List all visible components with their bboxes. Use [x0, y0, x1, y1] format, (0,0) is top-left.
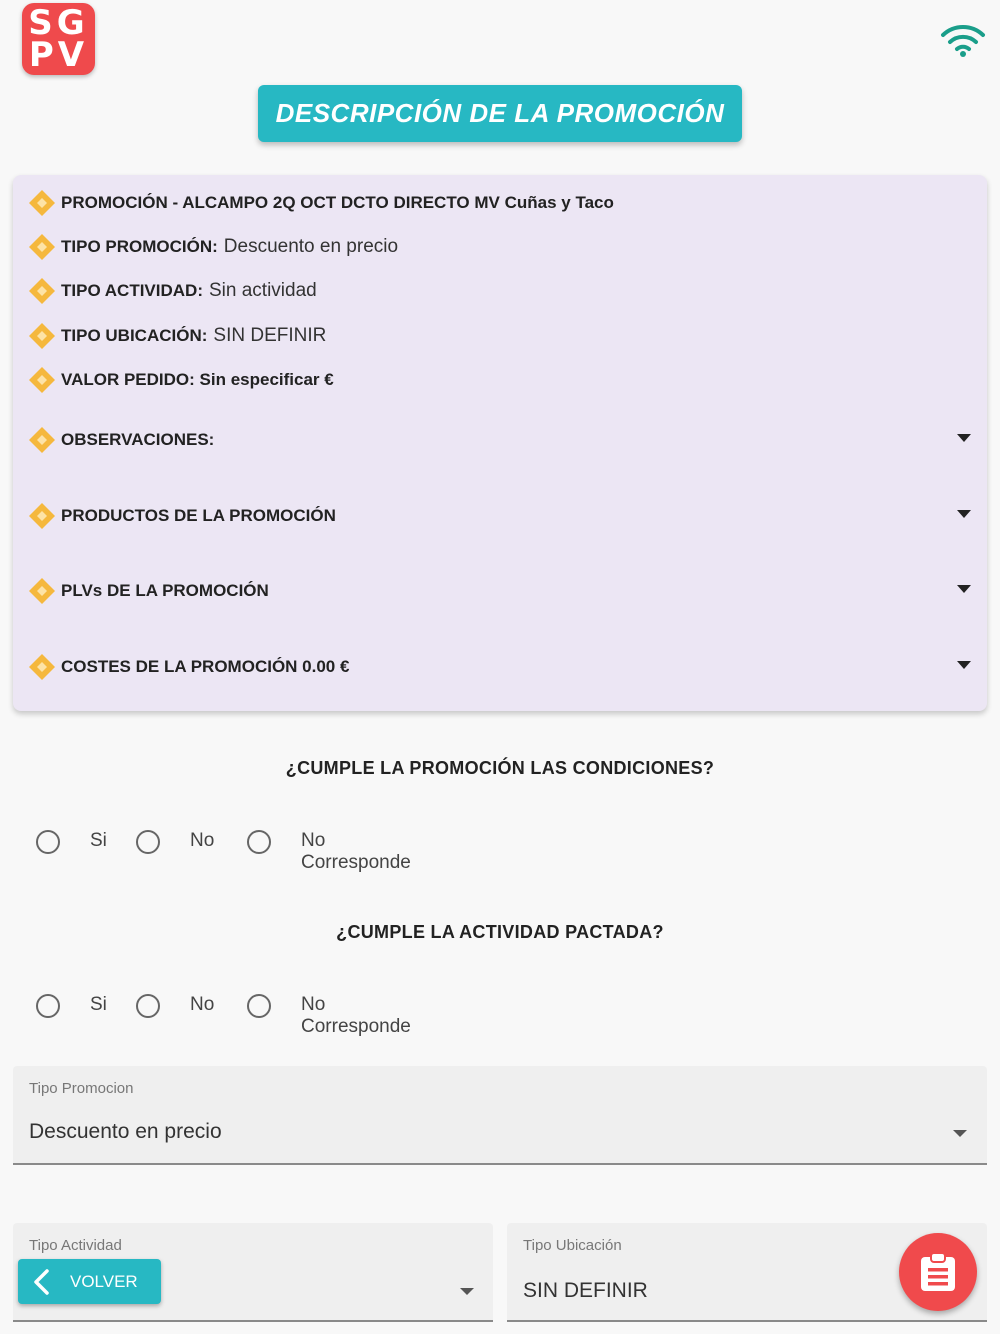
diamond-bullet-icon [27, 321, 57, 351]
expand-observaciones[interactable] [27, 422, 977, 458]
radio-si-label[interactable]: Si [90, 994, 107, 1015]
clipboard-icon [918, 1251, 958, 1293]
chevron-left-icon [32, 1269, 50, 1295]
wifi-icon [940, 22, 986, 58]
tipo-ubicacion-select-label: Tipo Ubicación [523, 1237, 622, 1254]
promocion-label: PROMOCIÓN - ALCAMPO 2Q OCT DCTO DIRECTO MV Cuñas y Taco [61, 193, 614, 212]
radio-no-label[interactable]: No [190, 994, 215, 1015]
radio-si[interactable] [36, 830, 60, 854]
diamond-bullet-icon [27, 425, 57, 455]
detail-tipo-actividad [27, 273, 977, 309]
caret-down-icon[interactable] [957, 585, 971, 593]
radio-si-label[interactable]: Si [90, 830, 107, 851]
plvs-label: PLVs DE LA PROMOCIÓN [61, 581, 269, 600]
radio-no[interactable] [136, 994, 160, 1018]
page-title: DESCRIPCIÓN DE LA PROMOCIÓN [258, 85, 742, 142]
tipo-ubicacion-value: SIN DEFINIR [213, 325, 327, 346]
caret-down-icon[interactable] [957, 434, 971, 442]
tipo-promocion-label: TIPO PROMOCIÓN: [61, 237, 218, 256]
tipo-actividad-select-label: Tipo Actividad [29, 1237, 122, 1254]
observaciones-label: OBSERVACIONES: [61, 430, 215, 449]
tipo-actividad-value: Sin actividad [208, 280, 317, 301]
logo-text-top: SG [28, 3, 89, 43]
diamond-bullet-icon [27, 501, 57, 531]
detail-tipo-ubicacion [27, 318, 977, 354]
radio-no[interactable] [136, 830, 160, 854]
app-logo [22, 3, 95, 75]
tipo-promocion-value: Descuento en precio [223, 236, 399, 257]
question-condiciones: ¿CUMPLE LA PROMOCIÓN LAS CONDICIONES? [285, 758, 715, 778]
caret-down-icon[interactable] [957, 510, 971, 518]
tipo-actividad-label: TIPO ACTIVIDAD: [61, 281, 203, 300]
diamond-bullet-icon [27, 276, 57, 306]
diamond-bullet-icon [27, 652, 57, 682]
detail-valor-pedido [27, 362, 977, 398]
caret-down-icon[interactable] [460, 1288, 474, 1295]
expand-costes[interactable] [27, 649, 977, 685]
radio-no-corresponde-label[interactable]: No Corresponde [301, 830, 411, 873]
tipo-promocion-select[interactable] [13, 1066, 987, 1165]
costes-label: COSTES DE LA PROMOCIÓN 0.00 € [61, 657, 350, 676]
question-actividad: ¿CUMPLE LA ACTIVIDAD PACTADA? [336, 922, 664, 942]
caret-down-icon[interactable] [953, 1130, 967, 1137]
promotion-details-card [13, 175, 987, 711]
clipboard-fab-button[interactable] [899, 1233, 977, 1311]
expand-plvs[interactable] [27, 573, 977, 609]
productos-label: PRODUCTOS DE LA PROMOCIÓN [61, 506, 336, 525]
diamond-bullet-icon [27, 188, 57, 218]
tipo-ubicacion-label: TIPO UBICACIÓN: [61, 326, 208, 345]
volver-button[interactable] [18, 1259, 161, 1304]
detail-tipo-promocion [27, 229, 977, 265]
diamond-bullet-icon [27, 576, 57, 606]
caret-down-icon[interactable] [957, 661, 971, 669]
logo-text-bottom: PV [28, 35, 89, 75]
radio-no-corresponde[interactable] [247, 994, 271, 1018]
tipo-promocion-select-value: Descuento en precio [29, 1120, 222, 1143]
radio-si[interactable] [36, 994, 60, 1018]
tipo-ubicacion-select-value: SIN DEFINIR [523, 1279, 648, 1302]
diamond-bullet-icon [27, 365, 57, 395]
expand-productos[interactable] [27, 498, 977, 534]
detail-promocion [27, 185, 977, 221]
valor-pedido-label: VALOR PEDIDO: Sin especificar € [61, 370, 334, 389]
diamond-bullet-icon [27, 232, 57, 262]
radio-no-corresponde[interactable] [247, 830, 271, 854]
radio-no-corresponde-label[interactable]: No Corresponde [301, 994, 411, 1037]
radio-no-label[interactable]: No [190, 830, 215, 851]
volver-label: VOLVER [70, 1271, 138, 1291]
tipo-promocion-select-label: Tipo Promocion [29, 1080, 134, 1097]
